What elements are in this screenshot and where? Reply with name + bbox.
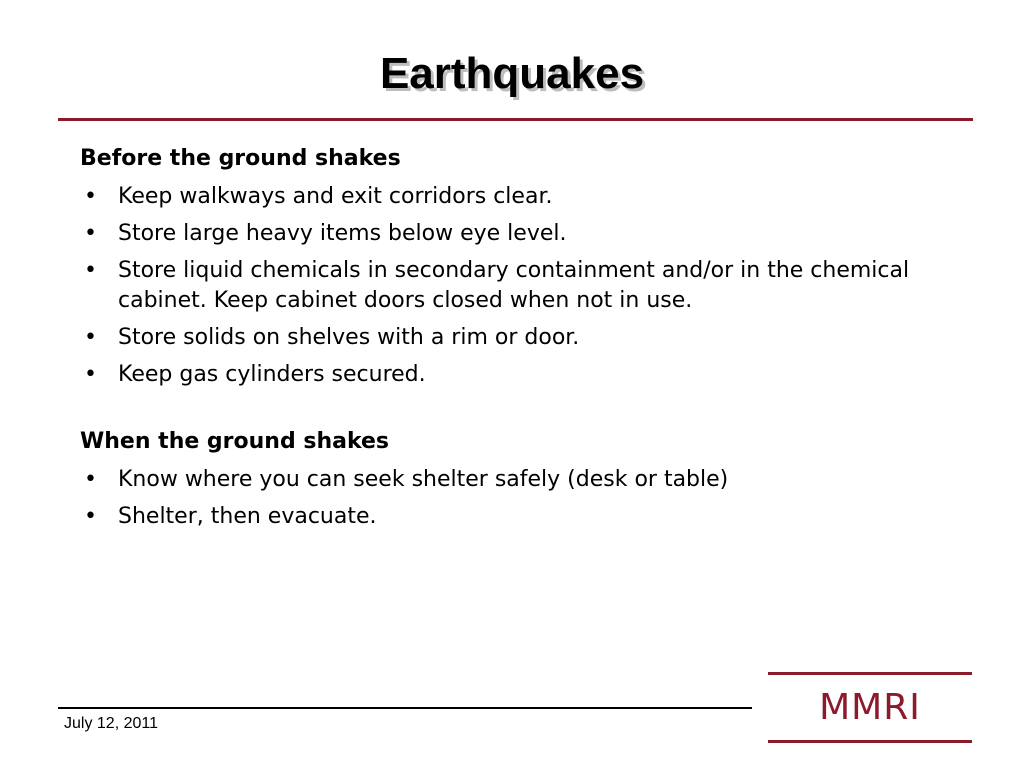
list-item-text: Keep walkways and exit corridors clear. [118,184,553,209]
list-item [80,256,978,316]
bullet-icon: • [84,325,97,350]
bullet-list [80,465,970,532]
bullet-icon: • [84,258,97,283]
section-heading: When the ground shakes [80,429,390,454]
section-before [80,144,970,390]
title-divider [58,118,973,121]
logo-rule-top [768,672,972,675]
footer-date: July 12, 2011 [64,715,158,732]
bullet-list [80,182,970,390]
list-item-text: Store solids on shelves with a rim or door. [118,325,580,350]
slide-title: Earthquakes [379,49,645,98]
bullet-icon: • [84,467,97,492]
list-item [80,219,978,249]
list-item [80,323,978,353]
logo-rule-bottom [768,740,972,743]
bullet-icon: • [84,221,97,246]
list-item [80,502,978,532]
section-heading: Before the ground shakes [80,146,401,171]
list-item-text: Know where you can seek shelter safely (desk or table) [118,467,729,492]
bullet-icon: • [84,184,97,209]
list-item-text: Store liquid chemicals in secondary containment and/or in the chemical cabinet. Keep cabinet doors closed when not in use. [118,258,910,313]
footer-divider [58,707,752,709]
bullet-icon: • [84,362,97,387]
logo-text: MMRI [819,687,921,728]
list-item [80,465,978,495]
list-item-text: Keep gas cylinders secured. [118,362,426,387]
list-item [80,182,978,212]
bullet-icon: • [84,504,97,529]
section-during [80,427,970,532]
list-item-text: Shelter, then evacuate. [118,504,377,529]
section-spacer [80,397,970,427]
list-item [80,360,978,390]
slide-content [80,144,970,539]
list-item-text: Store large heavy items below eye level. [118,221,567,246]
